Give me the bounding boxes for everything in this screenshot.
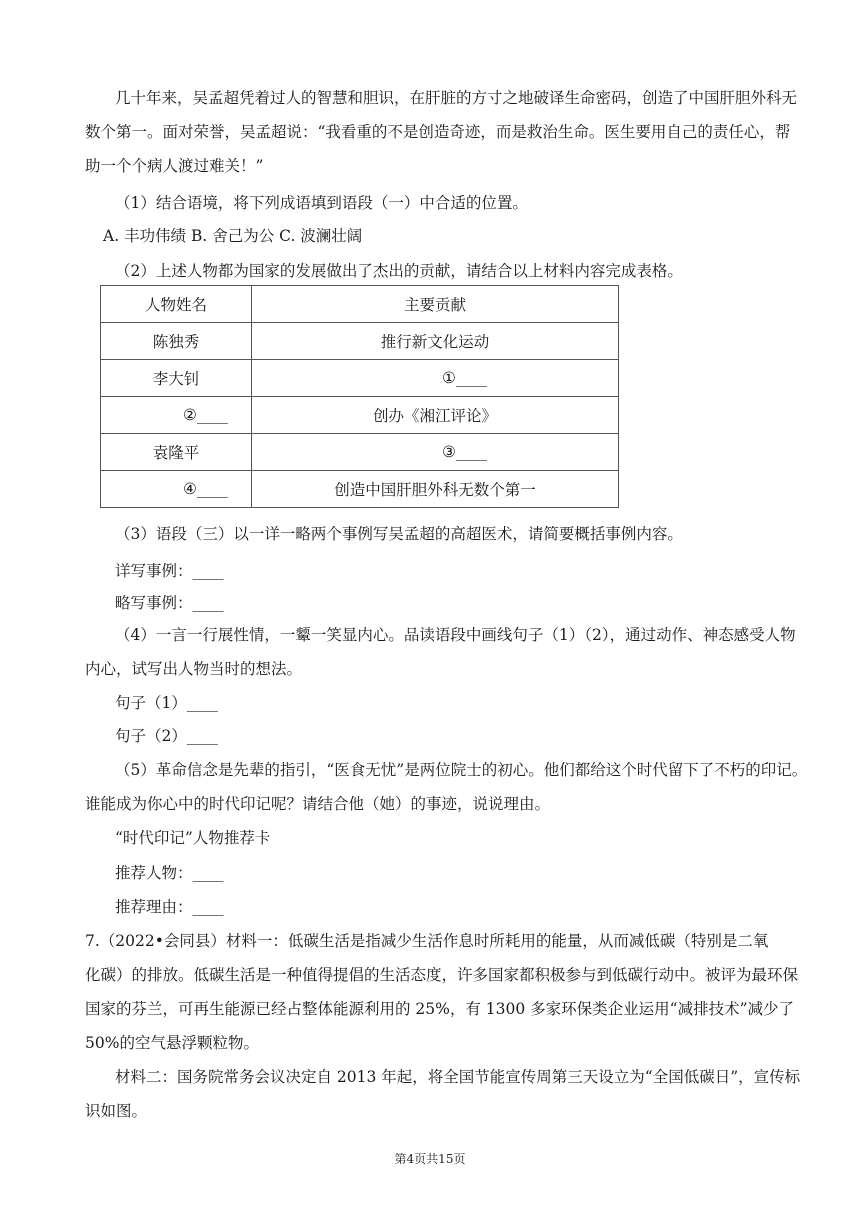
question-4-prompt: 内心，试写出人物当时的想法。 <box>85 660 303 678</box>
recommend-person: 推荐人物：____ <box>115 864 224 882</box>
question-7-line: 化碳）的排放。低碳生活是一种值得提倡的生活态度，许多国家都积极参与到低碳行动中。被评为最环保 <box>85 966 799 984</box>
question-4-sentence-2: 句子（2）____ <box>115 727 218 745</box>
table-header-row <box>101 286 619 323</box>
table-header-cell: 人物姓名 <box>101 286 252 323</box>
table-cell-contribution: 创办《湘江评论》 <box>252 397 619 434</box>
question-1-prompt: （1）结合语境，将下列成语填到语段（一）中合适的位置。 <box>115 194 528 212</box>
table-cell-name: 袁隆平 <box>101 434 252 471</box>
table-row <box>101 323 619 360</box>
contribution-table <box>100 285 619 508</box>
question-3-detail: 详写事例：____ <box>115 562 224 580</box>
question-3-prompt: （3）语段（三）以一详一略两个事例写吴孟超的高超医术，请简要概括事例内容。 <box>115 525 683 543</box>
table-cell-blank: ②____ <box>101 397 252 434</box>
table-cell-blank: ④____ <box>101 471 252 508</box>
table-cell-contribution: 推行新文化运动 <box>252 323 619 360</box>
question-7-line: 国家的芬兰，可再生能源已经占整体能源利用的 25%，有 1300 多家环保类企业运用“减排技术”减少了 <box>85 1000 795 1018</box>
recommend-reason: 推荐理由：____ <box>115 898 224 916</box>
passage-line: 数个第一。面对荣誉，吴孟超说：“我看重的不是创造奇迹，而是救治生命。医生要用自己的责任心，帮 <box>85 123 791 141</box>
question-2-prompt: （2）上述人物都为国家的发展做出了杰出的贡献，请结合以上材料内容完成表格。 <box>115 262 683 280</box>
question-3-brief: 略写事例：____ <box>115 594 224 612</box>
passage-line: 助一个个病人渡过难关！” <box>85 157 264 175</box>
question-7-line: 50%的空气悬浮颗粒物。 <box>85 1034 259 1052</box>
table-cell-name: 李大钊 <box>101 360 252 397</box>
table-cell-contribution: 创造中国肝胆外科无数个第一 <box>252 471 619 508</box>
question-5-prompt: （5）革命信念是先辈的指引，“医食无忧”是两位院士的初心。他们都给这个时代留下了不朽的印记。 <box>115 761 808 779</box>
recommendation-card-title: “时代印记”人物推荐卡 <box>115 829 271 847</box>
material-2-line: 识如图。 <box>85 1102 148 1120</box>
table-cell-blank: ①____ <box>252 360 619 397</box>
table-cell-name: 陈独秀 <box>101 323 252 360</box>
question-1-options: A. 丰功伟绩 B. 舍己为公 C. 波澜壮阔 <box>103 227 363 245</box>
page-footer: 第4页共15页 <box>394 1152 466 1166</box>
question-5-prompt: 谁能成为你心中的时代印记呢？请结合他（她）的事迹，说说理由。 <box>85 795 551 813</box>
question-4-sentence-1: 句子（1）____ <box>115 694 218 712</box>
question-4-prompt: （4）一言一行展性情，一颦一笑显内心。品读语段中画线句子（1）（2），通过动作、神态感受人物 <box>115 626 796 644</box>
table-cell-blank: ③____ <box>252 434 619 471</box>
table-row <box>101 434 619 471</box>
table-header-cell: 主要贡献 <box>252 286 619 323</box>
question-7-line: 7.（2022•会同县）材料一：低碳生活是指减少生活作息时所耗用的能量，从而减低碳（特别是二氧 <box>85 932 769 950</box>
table-row <box>101 360 619 397</box>
material-2-line: 材料二：国务院常务会议决定自 2013 年起，将全国节能宣传周第三天设立为“全国低碳日”，宣传标 <box>115 1068 801 1086</box>
passage-line: 几十年来，吴孟超凭着过人的智慧和胆识，在肝脏的方寸之地破译生命密码，创造了中国肝胆外科无 <box>115 89 798 107</box>
table-row <box>101 397 619 434</box>
table-row <box>101 471 619 508</box>
